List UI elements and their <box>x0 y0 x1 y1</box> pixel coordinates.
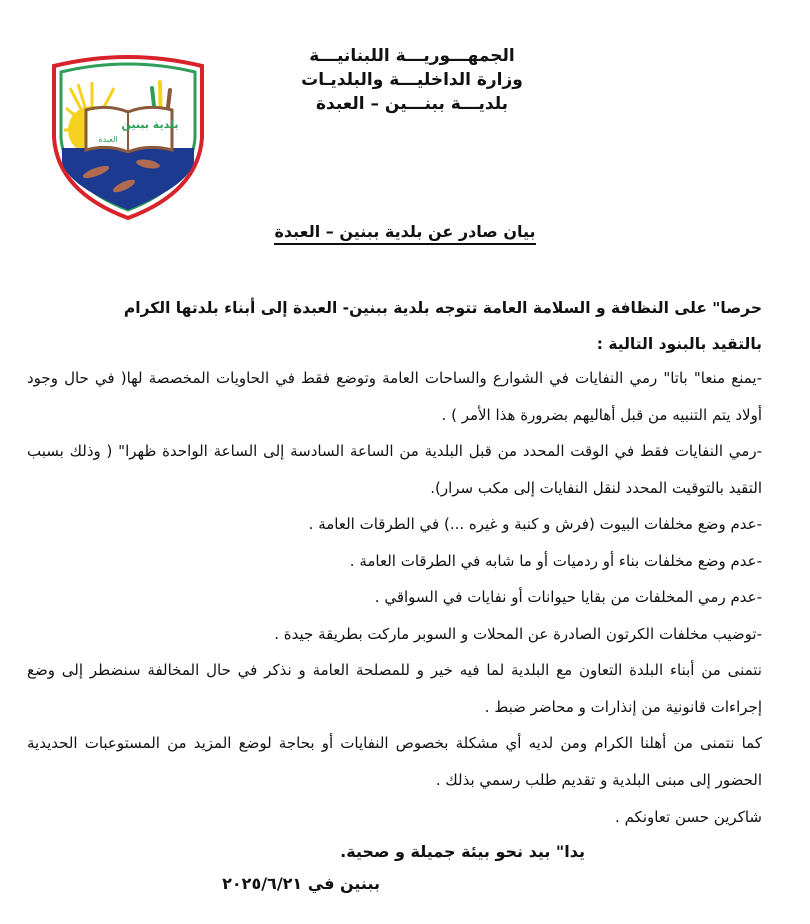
paragraph: كما نتمنى من أهلنا الكرام ومن لديه أي مشكلة بخصوص النفايات أو بحاجة لوضع المزيد من المستوعبات الحديدية الحضور إلى مبنى البلدية و تقديم طلب رسمي بذلك . <box>27 734 762 789</box>
date-line: ببنين في ٢٠٢٥/٦/٢١ <box>222 874 380 893</box>
letterhead <box>282 44 542 116</box>
thanks-line: شاكرين حسن تعاونكم . <box>615 808 762 826</box>
list-item: -توضيب مخلفات الكرتون الصادرة عن المحلات و السوبر ماركت بطريقة جيدة . <box>274 624 762 643</box>
book-icon <box>86 107 179 152</box>
letterhead-republic: الجمهـــوريـــة اللبنانيـــة <box>309 46 515 66</box>
letterhead-municipality: بلديـــة ببنـــين – العبدة <box>315 94 509 114</box>
list-item: -رمي النفايات فقط في الوقت المحدد من قبل البلدية من الساعة السادسة إلى الساعة الواحدة ظهرا" ( وذلك بسبب التقيد بالتوقيت المحدد لنقل النفايات إلى مكب سرار). <box>27 442 762 497</box>
intro <box>42 290 762 362</box>
list-item: -عدم رمي المخلفات من بقايا حيوانات أو نفايات في السواقي . <box>374 588 762 606</box>
letterhead-ministry: وزارة الداخليـــة والبلديـات <box>301 70 523 90</box>
intro-line-1: حرصا" على النظافة و السلامة العامة تتوجه بلدية ببنين- العبدة إلى أبناء بلدتها الكرام <box>123 299 762 317</box>
statement-body <box>27 360 762 798</box>
slogan: يدا" بيد نحو بيئة جميلة و صحية. <box>340 842 585 861</box>
intro-line-2: بالتقيد بالبنود التالية : <box>596 335 762 353</box>
municipality-logo <box>48 52 208 222</box>
logo-text-top: بلدية ببنين <box>121 118 179 131</box>
page-title-text: بيان صادر عن بلدية ببنين – العبدة <box>274 222 535 245</box>
list-item: -عدم وضع مخلفات البيوت (فرش و كنبة و غيره ...) في الطرقات العامة . <box>308 515 762 533</box>
page-title <box>0 222 810 241</box>
list-item: -يمنع منعا" باتا" رمي النفايات في الشوارع والساحات العامة وتوضع فقط في الحاويات المخصصة لها( في حال وجود أولاد يتم التنبيه من قبل أهاليهم بضرورة هذا الأمر ) . <box>27 369 762 424</box>
list-item: -عدم وضع مخلفات بناء أو ردميات أو ما شابه في الطرقات العامة . <box>349 551 762 570</box>
paragraph: نتمنى من أبناء البلدة التعاون مع البلدية لما فيه خير و للمصلحة العامة و نذكر في حال المخالفة سنضطر إلى وضع إجراءات قانونية من إنذارات و محاضر ضبط . <box>27 661 762 716</box>
logo-text-bottom: العبدة <box>98 135 118 144</box>
